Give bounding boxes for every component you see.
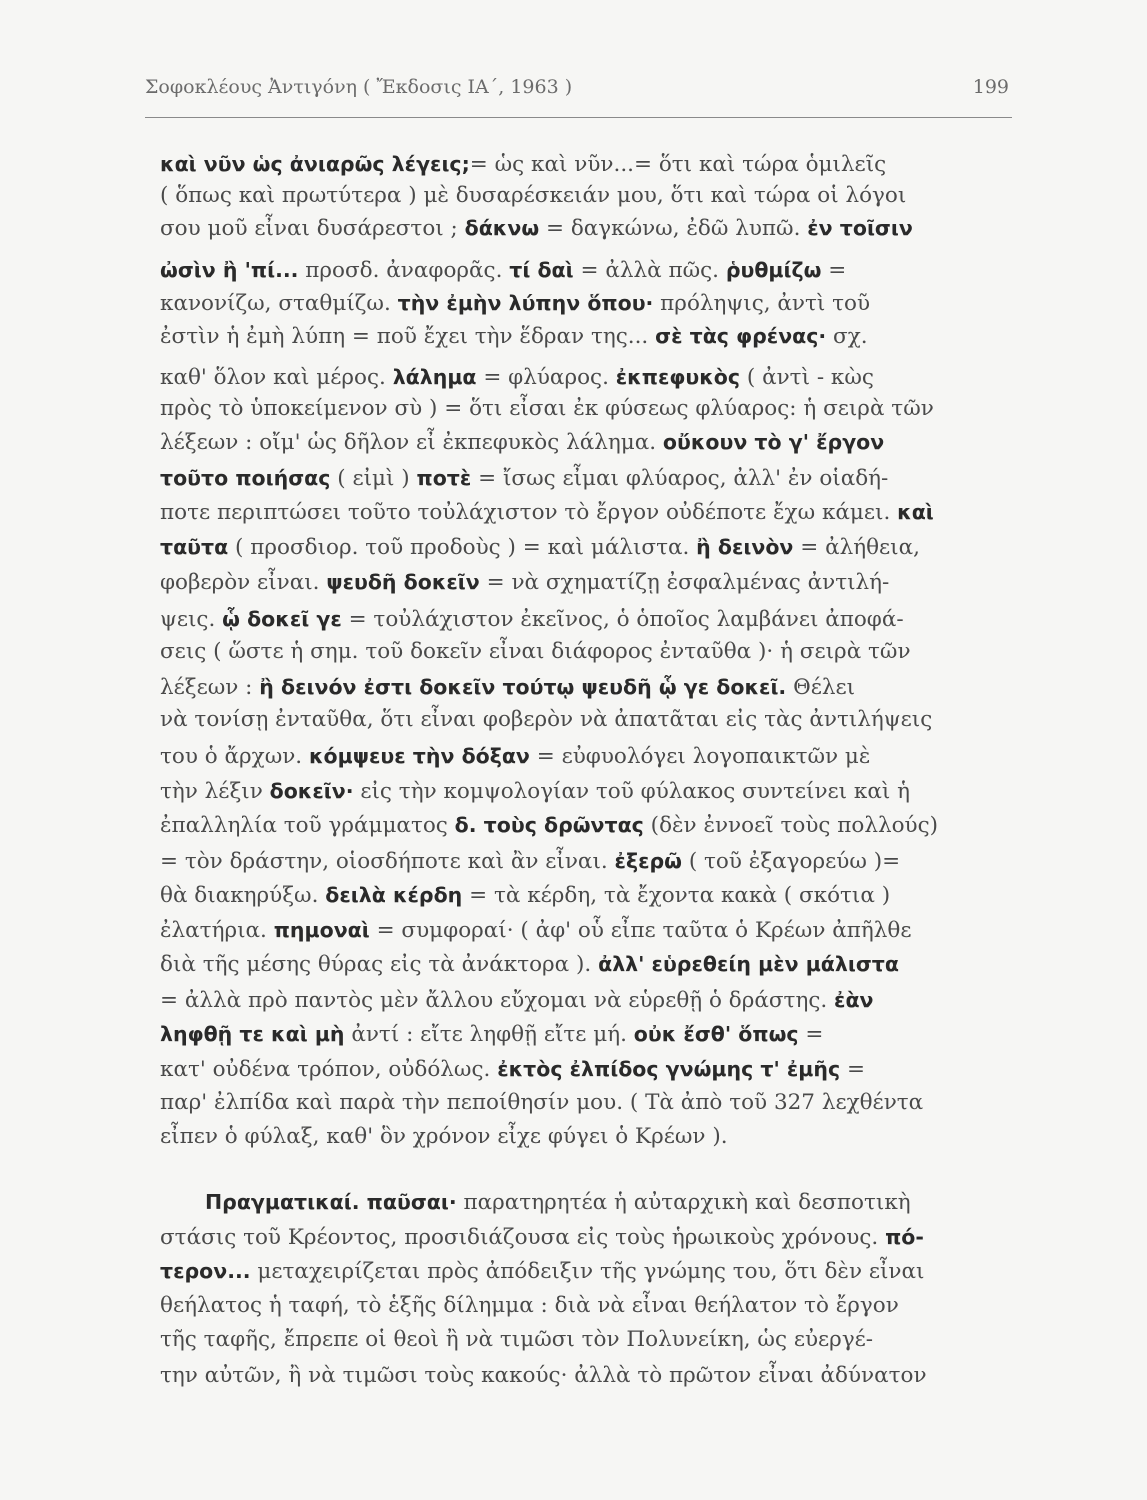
text-line: παρ' ἐλπίδα καὶ παρὰ τὴν πεποίθησίν μου. ( Τὰ ἀπὸ τοῦ 327 λεχθέντα [160, 1090, 924, 1115]
text-line: νὰ τονίσῃ ἐνταῦθα, ὅτι εἶναι φοβερὸν νὰ ἀπατᾶται εἰς τὰς ἀντιλήψεις [160, 707, 933, 732]
text-line: = ἀλλὰ πρὸ παντὸς μὲν ἄλλου εὔχομαι νὰ εὑρεθῇ ὁ δράστης. ἐὰν [160, 988, 874, 1013]
text-line: στάσις τοῦ Κρέοντος, προσιδιάζουσα εἰς τοὺς ἡρωικοὺς χρόνους. πό- [160, 1225, 924, 1250]
lemma-term: ᾧ δοκεῖ γε [222, 607, 342, 631]
text-line: εἶπεν ὁ φύλαξ, καθ' ὃν χρόνον εἶχε φύγει ὁ Κρέων ). [160, 1124, 728, 1149]
lemma-term: ψευδῆ δοκεῖν [326, 570, 480, 594]
text-line: κατ' οὐδένα τρόπον, οὐδόλως. ἐκτὸς ἐλπίδος γνώμης τ' ἐμῆς = [160, 1057, 865, 1082]
lemma-term: τὴν ἐμὴν λύπην ὅπου· [397, 291, 654, 315]
lemma-term: καὶ νῦν ὡς ἀνιαρῶς λέγεις; [160, 152, 470, 176]
text-line: ψεις. ᾧ δοκεῖ γε = τοὐλάχιστον ἐκεῖνος, ὁ ὁποῖος λαμβάνει ἀποφά- [160, 607, 904, 632]
lemma-term: ἐὰν [834, 988, 874, 1012]
lemma-term: ἐν τοῖσιν [807, 216, 913, 240]
lemma-term: Πραγματικαί. παῦσαι· [205, 1190, 457, 1214]
text-line: ἐπαλληλία τοῦ γράμματος δ. τοὺς δρῶντας (δὲν ἐννοεῖ τοὺς πολλούς) [160, 813, 939, 838]
text-line: διὰ τῆς μέσης θύρας εἰς τὰ ἀνάκτορα ). ἀλλ' εὑρεθείη μὲν μάλιστα [160, 952, 899, 977]
lemma-term: ἐκτὸς ἐλπίδος γνώμης τ' ἐμῆς [497, 1057, 841, 1081]
lemma-term: λάλημα [392, 365, 477, 389]
lemma-term: ἐξερῶ [614, 849, 682, 873]
text-line: την αὐτῶν, ἢ νὰ τιμῶσι τοὺς κακούς· ἀλλὰ τὸ πρῶτον εἶναι ἀδύνατον [160, 1363, 927, 1388]
text-line: σου μοῦ εἶναι δυσάρεστοι ; δάκνω = δαγκώνω, ἐδῶ λυπῶ. ἐν τοῖσιν [160, 216, 913, 241]
lemma-term: ῥυθμίζω [725, 258, 822, 282]
text-line: καθ' ὅλον καὶ μέρος. λάλημα = φλύαρος. ἐκπεφυκὸς ( ἀντὶ - κὼς [160, 365, 874, 390]
lemma-term: πό- [885, 1225, 924, 1249]
lemma-term: ἐκπεφυκὸς [615, 365, 741, 389]
text-line: τοῦτο ποιήσας ( εἰμὶ ) ποτὲ = ἴσως εἶμαι φλύαρος, ἀλλ' ἐν οἱαδή- [160, 466, 889, 491]
text-line: ληφθῇ τε καὶ μὴ ἀντί : εἴτε ληφθῇ εἴτε μή. οὐκ ἔσθ' ὅπως = [160, 1022, 824, 1047]
header-rule [145, 117, 1012, 118]
text-line: ( ὅπως καὶ πρωτύτερα ) μὲ δυσαρέσκειάν μου, ὅτι καὶ τώρα οἱ λόγοι [160, 183, 907, 208]
text-line: ὠσὶν ἢ 'πί... προσδ. ἀναφορᾶς. τί δαὶ = ἀλλὰ πῶς. ῥυθμίζω = [160, 258, 847, 283]
text-line: λέξεων : ἢ δεινόν ἐστι δοκεῖν τούτῳ ψευδῆ ᾧ γε δοκεῖ. Θέλει [160, 675, 856, 700]
lemma-term: ἢ δεινόν ἐστι δοκεῖν τούτῳ ψευδῆ ᾧ γε δοκεῖ. [259, 675, 787, 699]
lemma-term: καὶ [897, 500, 934, 524]
lemma-term: ὠσὶν ἢ 'πί... [160, 258, 299, 282]
lemma-term: οὔκουν τὸ γ' ἔργον [662, 430, 885, 454]
lemma-term: τερον... [160, 1259, 251, 1283]
lemma-term: δ. τοὺς δρῶντας [454, 813, 644, 837]
text-line: ἐλατήρια. πημοναὶ = συμφοραί· ( ἀφ' οὗ εἶπε ταῦτα ὁ Κρέων ἀπῆλθε [160, 918, 912, 943]
text-line: καὶ νῦν ὡς ἀνιαρῶς λέγεις;= ὡς καὶ νῦν...= ὅτι καὶ τώρα ὁμιλεῖς [160, 152, 887, 177]
lemma-term: σὲ τὰς φρένας· [655, 324, 827, 348]
text-line: πρὸς τὸ ὑποκείμενον σὺ ) = ὅτι εἶσαι ἐκ φύσεως φλύαρος: ἡ σειρὰ τῶν [160, 396, 934, 421]
lemma-term: δάκνω [464, 216, 540, 240]
text-line: θεήλατος ἡ ταφή, τὸ ἑξῆς δίλημμα : διὰ νὰ εἶναι θεήλατον τὸ ἔργον [160, 1293, 899, 1318]
lemma-term: ἀλλ' εὑρεθείη μὲν μάλιστα [598, 952, 899, 976]
lemma-term: ληφθῇ τε καὶ μὴ [160, 1022, 345, 1046]
text-line: θὰ διακηρύξω. δειλὰ κέρδη = τὰ κέρδη, τὰ ἔχοντα κακὰ ( σκότια ) [160, 883, 891, 908]
page-number: 199 [972, 76, 1009, 98]
lemma-term: ποτὲ [416, 466, 472, 490]
lemma-term: ταῦτα [160, 535, 229, 559]
text-line: κανονίζω, σταθμίζω. τὴν ἐμὴν λύπην ὅπου· πρόληψις, ἀντὶ τοῦ [160, 291, 871, 316]
lemma-term: πημοναὶ [273, 918, 370, 942]
running-header [145, 76, 1009, 104]
text-line: του ὁ ἄρχων. κόμψευε τὴν δόξαν = εὐφυολόγει λογοπαικτῶν μὲ [160, 744, 871, 769]
text-line: λέξεων : οἴμ' ὡς δῆλον εἶ ἐκπεφυκὸς λάλημα. οὔκουν τὸ γ' ἔργον [160, 430, 885, 455]
lemma-term: δειλὰ κέρδη [325, 883, 463, 907]
text-line: ταῦτα ( προσδιορ. τοῦ προδοὺς ) = καὶ μάλιστα. ἢ δεινὸν = ἀλήθεια, [160, 535, 920, 560]
running-title: Σοφοκλέους Ἀντιγόνη ( Ἔκδοσις ΙΑ΄, 1963 ) [145, 76, 573, 98]
lemma-term: κόμψευε τὴν δόξαν [308, 744, 530, 768]
text-line: σεις ( ὥστε ἡ σημ. τοῦ δοκεῖν εἶναι διάφορος ἐνταῦθα )· ἡ σειρὰ τῶν [160, 639, 911, 664]
lemma-term: οὐκ ἔσθ' ὅπως [633, 1022, 799, 1046]
text-line: τερον... μεταχειρίζεται πρὸς ἀπόδειξιν τῆς γνώμης του, ὅτι δὲν εἶναι [160, 1259, 925, 1284]
text-line: ποτε περιπτώσει τοῦτο τοὐλάχιστον τὸ ἔργον οὐδέποτε ἔχω κάμει. καὶ [160, 500, 934, 525]
text-line: φοβερὸν εἶναι. ψευδῆ δοκεῖν = νὰ σχηματίζῃ ἐσφαλμένας ἀντιλή- [160, 570, 890, 595]
lemma-term: τοῦτο ποιήσας [160, 466, 331, 490]
text-line: = τὸν δράστην, οἱοσδήποτε καὶ ἂν εἶναι. ἐξερῶ ( τοῦ ἐξαγορεύω )= [160, 849, 901, 874]
lemma-term: τί δαὶ [509, 258, 574, 282]
lemma-term: δοκεῖν· [269, 779, 354, 803]
text-line: ἐστὶν ἡ ἐμὴ λύπη = ποῦ ἔχει τὴν ἕδραν της... σὲ τὰς φρένας· σχ. [160, 324, 868, 349]
text-line: τῆς ταφῆς, ἔπρεπε οἱ θεοὶ ἢ νὰ τιμῶσι τὸν Πολυνείκη, ὡς εὐεργέ- [160, 1327, 874, 1352]
text-line: Πραγματικαί. παῦσαι· παρατηρητέα ἡ αὐταρχικὴ καὶ δεσποτικὴ [205, 1190, 911, 1215]
lemma-term: ἢ δεινὸν [696, 535, 794, 559]
text-line: τὴν λέξιν δοκεῖν· εἰς τὴν κομψολογίαν τοῦ φύλακος συντείνει καὶ ἡ [160, 779, 911, 804]
